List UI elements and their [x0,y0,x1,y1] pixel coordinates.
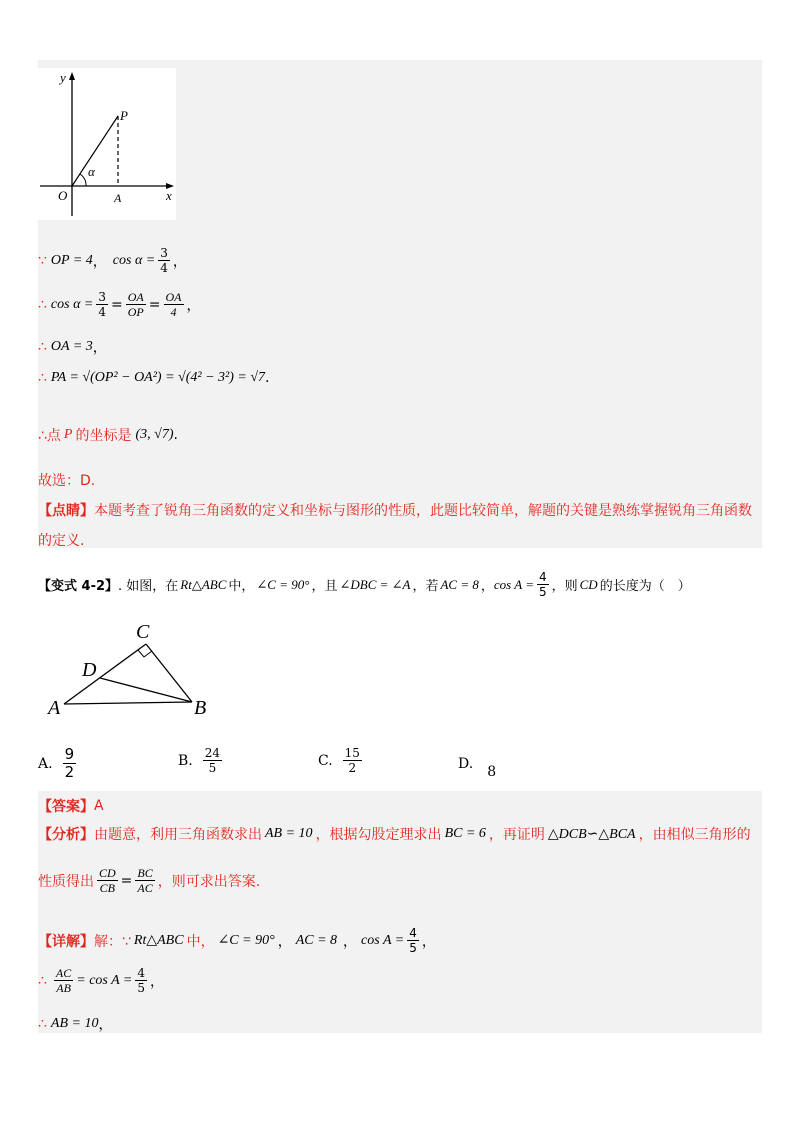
option-d[interactable]: D. 8 [458,756,497,780]
point-p-label: P [120,108,128,123]
answer-choice-line: 故选：D. [38,473,96,489]
vertex-c-label: C [136,621,150,643]
solution1-line5: ∴点 P 的坐标是 (3, √7) . [38,427,178,444]
solution1-line3: ∴ OA = 3 ， [38,339,107,356]
vertex-d-label: D [82,659,97,681]
origin-label: O [58,188,68,203]
option-b[interactable]: B. $\frac{24}{5}$ [178,746,221,775]
solution1-line4: ∴ PA = √(OP² − OA²) = √(4² − 3²) = √7 . [38,370,270,386]
question-text: 【变式 4-2】 . 如图，在 Rt△ABC 中， ∠C = 90° ，且 ∠DBC = ∠A ，若 AC = 8 ， cos A = $\frac{4}{5}$ ，则 CD 的长度为（ ） [38,570,691,599]
detail-line: 【详解】 解：∵ Rt△ABC 中， ∠C = 90° ， AC = 8 ， cos A = $\frac{4}{5}$ ， [38,926,436,955]
vertex-b-label: B [194,697,207,719]
analysis-line: 【分析】 由题意，利用三角函数求出 AB = 10 ，根据勾股定理求出 BC = 6 ，再证明 △DCB∽△BCA ，由相似三角形的 [38,826,751,843]
answer-line: 【答案】 A [38,798,104,815]
option-c[interactable]: C. $\frac{15}{2}$ [318,746,360,775]
y-axis-label: y [60,70,66,85]
detail-line-2: ∴ $\frac{AC}{AB}$ = cos A = $\frac{4}{5}$ ， [38,966,165,995]
comment-line: 【点睛】 本题考查了锐角三角函数的定义和坐标与图形的性质，此题比较简单，解题的关键是熟练掌握锐角三角函数 [38,503,752,519]
solution1-line1: ∵ OP = 4 ， cos α = $\frac{3}{4}$ ， [38,246,187,275]
comment-line-2: 的定义. [38,533,85,549]
detail-line-3: ∴ AB = 10 ， [38,1016,113,1033]
triangle-figure [44,614,224,720]
solution1-line2: ∴ cos α = $\frac{3}{4}$ = $\frac{OA}{OP}$ = $\frac{OA}{4}$ ， [38,290,201,319]
point-a-label: A [114,191,122,205]
x-axis-label: x [166,188,172,203]
option-a[interactable]: A. $\frac{9}{2}$ [38,745,75,781]
coordinate-figure [38,68,176,220]
analysis-line-2: 性质得出 $\frac{CD}{CB}$ = $\frac{BC}{AC}$ ，则可求出答案. [38,866,261,895]
vertex-a-label: A [48,697,61,719]
alpha-label: α [88,164,95,179]
